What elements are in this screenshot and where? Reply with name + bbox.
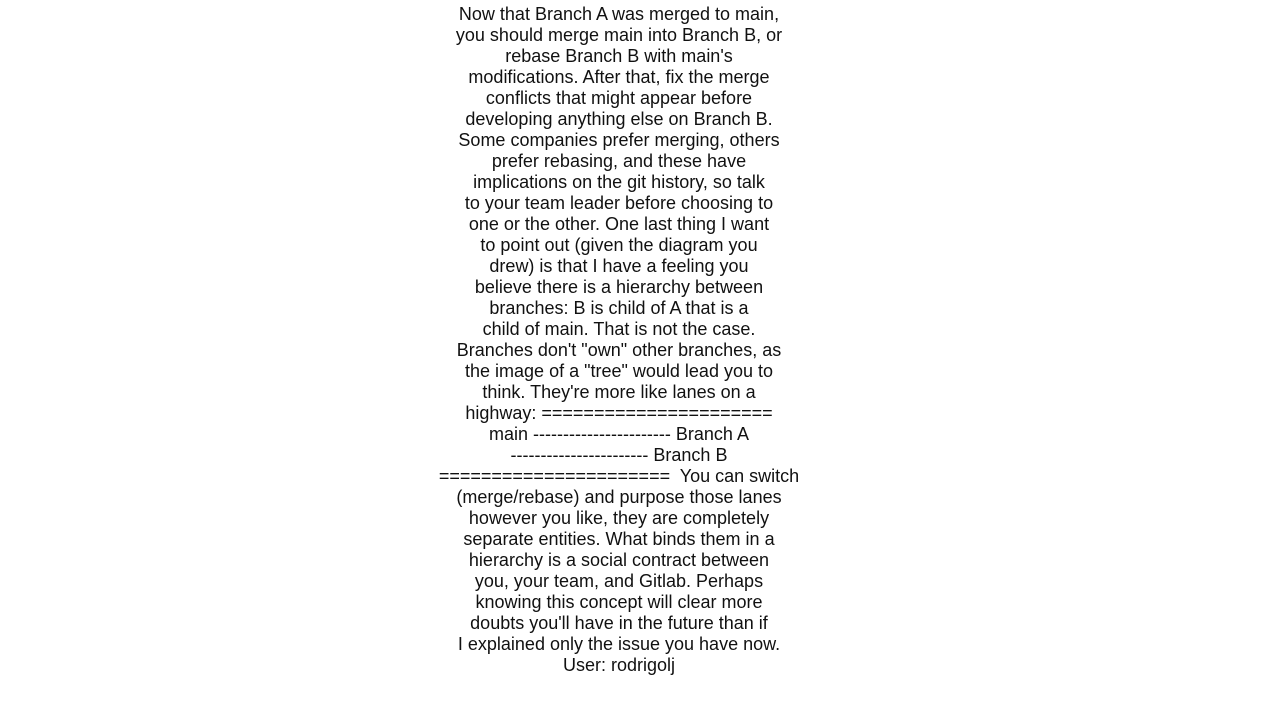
text-line: developing anything else on Branch B. bbox=[465, 109, 773, 129]
text-line: Now that Branch A was merged to main, bbox=[458, 4, 780, 24]
text-line: modifications. After that, fix the merge bbox=[468, 67, 770, 87]
text-line: drew) is that I have a feeling you bbox=[489, 256, 749, 276]
text-line: Branches don't "own" other branches, as bbox=[456, 340, 782, 360]
text-line: rebase Branch B with main's bbox=[505, 46, 733, 66]
text-line: main ----------------------- Branch A bbox=[489, 424, 749, 444]
text-line: you should merge main into Branch B, or bbox=[455, 25, 783, 45]
text-line: one or the other. One last thing I want bbox=[468, 214, 770, 234]
post-text bbox=[0, 4, 1238, 676]
text-line: (merge/rebase) and purpose those lanes bbox=[456, 487, 782, 507]
text-line: ----------------------- Branch B bbox=[510, 445, 728, 465]
text-line: however you like, they are completely bbox=[468, 508, 770, 528]
text-line: separate entities. What binds them in a bbox=[463, 529, 775, 549]
text-line: highway: ====================== bbox=[465, 403, 773, 423]
text-line: doubts you'll have in the future than if bbox=[470, 613, 768, 633]
text-line: think. They're more like lanes on a bbox=[482, 382, 756, 402]
user-line: User: rodrigolj bbox=[562, 655, 676, 675]
text-line: you, your team, and Gitlab. Perhaps bbox=[474, 571, 764, 591]
text-line: knowing this concept will clear more bbox=[475, 592, 763, 612]
text-line: to your team leader before choosing to bbox=[464, 193, 774, 213]
text-line: implications on the git history, so talk bbox=[473, 172, 765, 192]
text-line: conflicts that might appear before bbox=[485, 88, 753, 108]
text-line: hierarchy is a social contract between bbox=[468, 550, 770, 570]
text-line: Some companies prefer merging, others bbox=[458, 130, 780, 150]
text-line: the image of a "tree" would lead you to bbox=[465, 361, 773, 381]
text-line: ====================== You can switch bbox=[438, 466, 800, 486]
text-line: branches: B is child of A that is a bbox=[489, 298, 749, 318]
text-line: child of main. That is not the case. bbox=[482, 319, 756, 339]
text-line: prefer rebasing, and these have bbox=[491, 151, 747, 171]
text-line: believe there is a hierarchy between bbox=[474, 277, 764, 297]
text-line: to point out (given the diagram you bbox=[480, 235, 758, 255]
text-line: I explained only the issue you have now. bbox=[457, 634, 781, 654]
